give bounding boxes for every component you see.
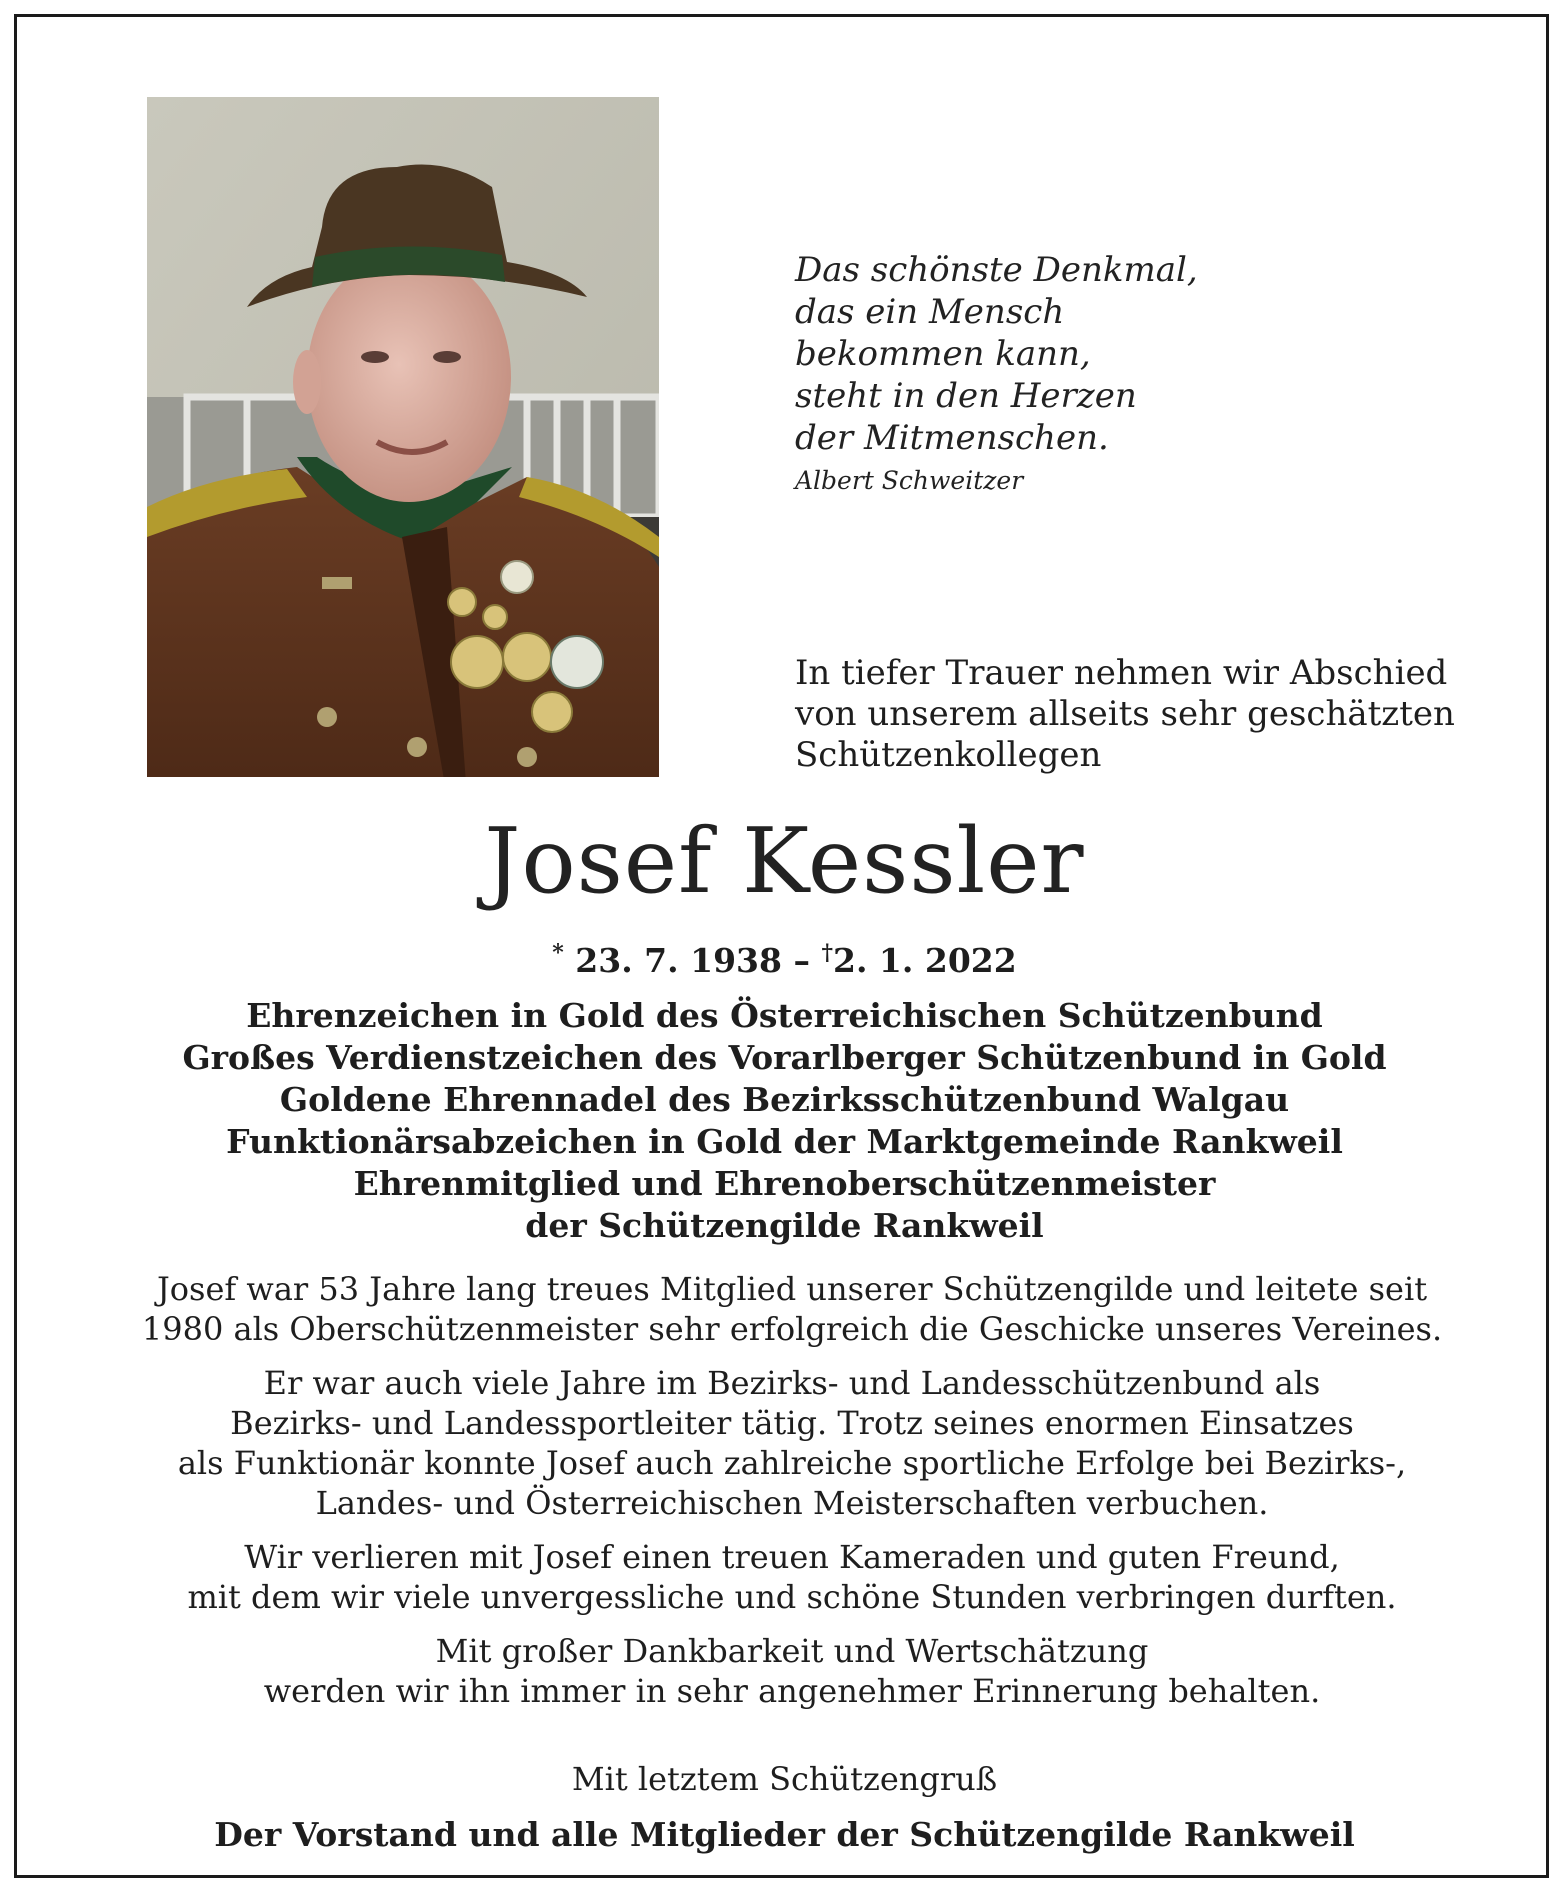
honor-item: Großes Verdienstzeichen des Vorarlberger Schützenbund in Gold <box>182 1038 1387 1077</box>
paragraph-career <box>107 1363 1477 1523</box>
paragraph-gratitude <box>107 1631 1477 1711</box>
intro-text <box>795 653 1495 776</box>
quote-author: Albert Schweitzer <box>795 466 1024 495</box>
date-separator: – <box>793 941 810 980</box>
intro-line: Schützenkollegen <box>795 735 1102 775</box>
quote-block <box>795 249 1435 497</box>
life-dates <box>17 933 1552 981</box>
paragraph-line: werden wir ihn immer in sehr angenehmer Erinnerung behalten. <box>263 1672 1321 1710</box>
quote-line: steht in den Herzen <box>795 376 1137 416</box>
quote-line: bekommen kann, <box>795 334 1091 374</box>
quote-line: das ein Mensch <box>795 292 1065 332</box>
intro-line: von unserem allseits sehr geschätzten <box>795 694 1455 734</box>
honor-item: Funktionärsabzeichen in Gold der Marktgemeinde Rankweil <box>226 1122 1343 1161</box>
paragraph-line: Landes- und Österreichischen Meisterschaften verbuchen. <box>315 1484 1269 1522</box>
intro-line: In tiefer Trauer nehmen wir Abschied <box>795 653 1448 693</box>
paragraph-line: Josef war 53 Jahre lang treues Mitglied unserer Schützengilde und leitete seit <box>156 1270 1428 1308</box>
obituary-frame <box>14 14 1549 1878</box>
paragraph-line: 1980 als Oberschützenmeister sehr erfolgreich die Geschicke unseres Vereines. <box>141 1310 1443 1348</box>
honor-item: Goldene Ehrennadel des Bezirksschützenbund Walgau <box>279 1080 1290 1119</box>
closing-greeting: Mit letztem Schützengruß <box>571 1760 998 1798</box>
birth-date: 23. 7. 1938 <box>575 941 782 980</box>
honors-list <box>17 995 1552 1247</box>
portrait-photo <box>147 97 659 777</box>
signature: Der Vorstand und alle Mitglieder der Schützengilde Rankweil <box>214 1815 1355 1854</box>
paragraph-line: mit dem wir viele unvergessliche und schöne Stunden verbringen durften. <box>187 1578 1397 1616</box>
paragraph-friendship <box>107 1537 1477 1617</box>
quote-line: Das schönste Denkmal, <box>795 250 1198 290</box>
obituary-body <box>107 1269 1477 1725</box>
portrait-illustration <box>147 97 659 777</box>
honor-item: Ehrenzeichen in Gold des Österreichischen Schützenbund <box>246 996 1323 1035</box>
paragraph-line: Mit großer Dankbarkeit und Wertschätzung <box>435 1632 1149 1670</box>
death-date: 2. 1. 2022 <box>832 941 1017 980</box>
death-symbol: † <box>821 940 833 966</box>
paragraph-line: Er war auch viele Jahre im Bezirks- und Landesschützenbund als <box>263 1364 1321 1402</box>
paragraph-line: als Funktionär konnte Josef auch zahlreiche sportliche Erfolge bei Bezirks-, <box>177 1444 1407 1482</box>
paragraph-line: Wir verlieren mit Josef einen treuen Kameraden und guten Freund, <box>244 1538 1340 1576</box>
honor-item: Ehrenmitglied und Ehrenoberschützenmeister <box>353 1164 1216 1203</box>
quote-line: der Mitmenschen. <box>795 418 1109 458</box>
honor-item: der Schützengilde Rankweil <box>525 1206 1044 1245</box>
paragraph-membership <box>107 1269 1477 1349</box>
paragraph-line: Bezirks- und Landessportleiter tätig. Trotz seines enormen Einsatzes <box>230 1404 1354 1442</box>
birth-symbol: * <box>552 940 564 966</box>
deceased-name: Josef Kessler <box>484 809 1085 914</box>
